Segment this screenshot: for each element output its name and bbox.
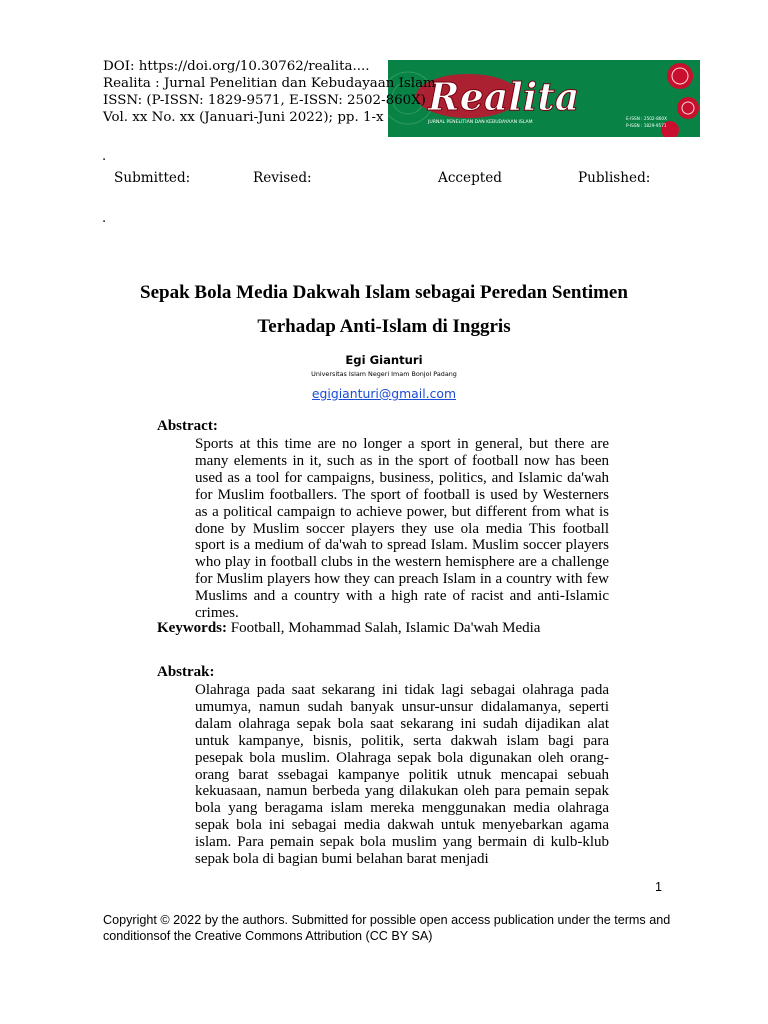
issn-line: ISSN: (P-ISSN: 1829-9571, E-ISSN: 2502-860X) [103, 93, 426, 108]
journal-name-line: Realita : Jurnal Penelitian dan Kebudayaan Islam [103, 76, 436, 91]
submitted-label: Submitted: [114, 170, 191, 186]
journal-header [103, 58, 523, 126]
abstract-body: Sports at this time are no longer a sport in general, but there are many elements in it, such as in the sport of football now has been used as a tool for campaigns, business, politics, and Islamic da'wah for Muslim footballers. The sport of football is used by Westerners as a political campaign to achieve power, but different from what is done by Muslim soccer players they use ola media This football sport is a medium of da'wah to spread Islam. Muslim soccer players who play in football clubs in the western hemisphere are a challenge for Muslim players how they can preach Islam in a country with few Muslims and a country with a high rate of racist and anti-Islamic crimes. [195, 436, 609, 622]
volume-line: Vol. xx No. xx (Januari-Juni 2022); pp. 1-x [103, 110, 384, 125]
keywords [157, 620, 540, 637]
separator-dot: . [102, 211, 107, 226]
abstrak-body: Olahraga pada saat sekarang ini tidak lagi sebagai olahraga pada umumya, namun sudah banyak unsur-unsur didalamanya, seperti dalam olahraga sepak bola saat sekarang ini sudah dijadikan alat untuk kampanye, bisnis, politik, serta dakwah islam bagi para pesepak bola muslim. Olahraga sepak bola digunakan oleh orang-orang barat ssebagai kampanye politik utnuk mencapai sebuah kekuasaan, namun berbeda yang dilakukan oleh para pemain sepak bola yang beragama islam mereka menggunakan media olahraga sepak bola ini sebagai media dakwah untuk menyebarkan agama islam. Para pemain sepak bola muslim yang bermain di kulb-klub sepak bola di bagian bumi belahan barat menjadi [195, 682, 609, 866]
revised-label: Revised: [253, 170, 312, 186]
abstract-heading: Abstract: [157, 418, 218, 434]
svg-text:P-ISSN : 1829-9571: P-ISSN : 1829-9571 [626, 123, 667, 128]
title-line-2: Terhadap Anti-Islam di Inggris [257, 316, 511, 337]
page-number: 1 [655, 880, 663, 894]
svg-text:E-ISSN : 2502-860X: E-ISSN : 2502-860X [626, 116, 667, 121]
doi-line: DOI: https://doi.org/10.30762/realita.... [103, 59, 370, 74]
keywords-value: Football, Mohammad Salah, Islamic Da'wah Media [227, 620, 541, 636]
author-name: Egi Gianturi [345, 353, 423, 367]
copyright-notice: Copyright © 2022 by the authors. Submitted for possible open access publication under the terms and conditionsof the Creative Commons Attribution (CC BY SA) [103, 913, 671, 943]
accepted-label: Accepted [438, 170, 502, 186]
abstrak-heading: Abstrak: [157, 664, 215, 680]
paper-title [60, 276, 708, 344]
svg-text:JURNAL PENELITIAN DAN KEBUDAYA: JURNAL PENELITIAN DAN KEBUDAYAAN ISLAM [428, 120, 533, 125]
keywords-label: Keywords: [157, 620, 227, 636]
author-email [0, 386, 768, 401]
author-affiliation: Universitas Islam Negeri Imam Bonjol Padang [311, 370, 457, 378]
separator-dot: . [102, 149, 107, 164]
svg-text:Realita: Realita [428, 74, 580, 119]
published-label: Published: [578, 170, 651, 186]
email-link[interactable]: egigianturi@gmail.com [311, 386, 457, 401]
title-line-1: Sepak Bola Media Dakwah Islam sebagai Peredan Sentimen [140, 282, 628, 303]
